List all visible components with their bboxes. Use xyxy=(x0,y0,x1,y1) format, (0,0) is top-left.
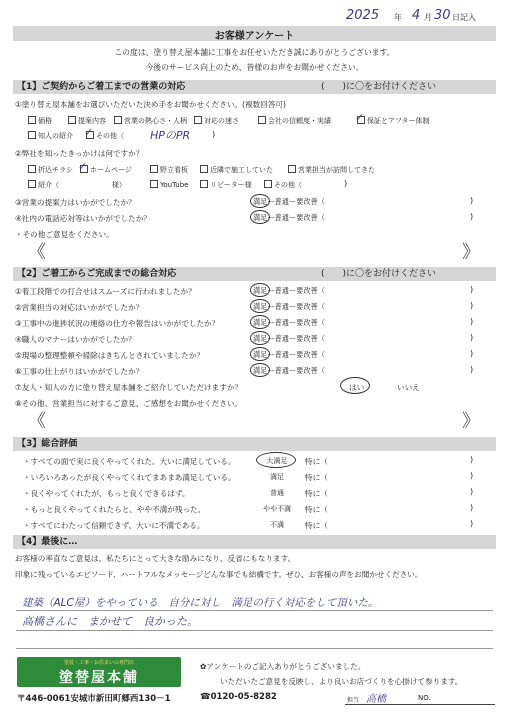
s2-q5-circle xyxy=(250,347,270,361)
s2-q5-rating[interactable]: 満足ー普通ー要改善（ xyxy=(253,350,325,359)
s2-q7: ⑦友人・知人の方に塗り替え屋本舗をご紹介していただけますか？ xyxy=(15,383,243,392)
s3-row-1-label[interactable]: 大満足 xyxy=(266,457,288,465)
s4-answer-line-2[interactable]: 高橋さんに まかせて 良かった。 xyxy=(22,615,198,628)
s2-q6: ⑥工事の仕上がりはいかがでしたか？ xyxy=(15,367,144,376)
s3-row-1-close: ) xyxy=(470,455,474,464)
s3-row-4-close: ) xyxy=(470,503,474,512)
s1-opinion: ・その他ご意見をください。 xyxy=(15,230,114,239)
s3-row-5-close: ) xyxy=(470,519,474,528)
s2-q7-no[interactable]: いいえ xyxy=(397,383,420,392)
s2-opinion-close: 》 xyxy=(462,411,480,432)
s1-q1-other-answer: HPのPR xyxy=(150,129,191,142)
section3-title: 【3】総合評価 xyxy=(17,439,78,449)
s3-row-1-circle xyxy=(256,452,296,468)
answer-line-2 xyxy=(16,630,493,631)
s2-opinion-open: 《 xyxy=(28,411,46,432)
s3-row-3-text: ・良くやってくれたが、もっと良くできるはず。 xyxy=(23,489,190,498)
s1-q2-opt-website[interactable]: ホームページ xyxy=(80,165,132,175)
s3-row-2-close: ) xyxy=(470,471,474,480)
s1-q3: ③営業の提案力はいかがでしたか？ xyxy=(15,198,136,207)
s2-q3-rating[interactable]: 満足ー普通ー要改善（ xyxy=(253,318,325,327)
s1-q3-circle xyxy=(250,194,270,208)
logo-tagline: 塗装・工事・お住まいの専門店 xyxy=(63,660,134,666)
s1-q3-close: ) xyxy=(470,196,474,205)
s2-q2-rating[interactable]: 満足ー普通ー要改善（ xyxy=(253,302,325,311)
s1-q1-other-close: ) xyxy=(212,130,216,139)
date-month: 4 xyxy=(412,8,421,23)
section2-title: 【2】ご着工からご完成までの総合対応 xyxy=(17,269,177,279)
s3-row-2-text: ・いろいろあったが良くやってくれてまあまあ満足している。 xyxy=(23,473,236,482)
s1-q2-opt-intro[interactable]: 紹介（ xyxy=(28,180,59,190)
s3-row-2-label[interactable]: 満足 xyxy=(270,473,284,481)
s1-opinion-close: 》 xyxy=(462,242,480,263)
section4-header xyxy=(13,535,496,549)
s1-q3-rating[interactable]: 満足ー普通ー要改善（ xyxy=(253,197,325,206)
section1-header xyxy=(13,80,496,94)
survey-title: お客様アンケート xyxy=(214,31,295,42)
s1-q2-opt-nearby[interactable]: 近隣で施工していた xyxy=(200,165,273,175)
s1-q1-opt-price[interactable]: 価格 xyxy=(28,116,52,126)
s2-q6-close: ) xyxy=(470,365,474,374)
check-mark-other: ✓ xyxy=(84,126,94,139)
intro-line-2: 今後のサービス向上のため、皆様のお声をお聞かせください。 xyxy=(145,63,364,72)
s2-q2-close: ) xyxy=(470,301,474,310)
s1-q1-opt-trust[interactable]: 会社の信頼度・実績 xyxy=(258,116,331,126)
staff-underline xyxy=(345,704,495,705)
check-mark-warranty: ✓ xyxy=(355,111,365,124)
s2-q1-rating[interactable]: 満足ー普通ー要改善（ xyxy=(253,286,325,295)
s1-q1-opt-warranty[interactable]: 保証とアフター体制 xyxy=(357,116,430,126)
s2-q1: ①着工段階での打合せはスムーズに行われましたか？ xyxy=(15,287,196,296)
s2-q1-circle xyxy=(250,283,270,297)
s1-q1-opt-speed[interactable]: 対応の速さ xyxy=(194,116,239,126)
section1-title: 【1】ご契約からご着工までの営業の対応 xyxy=(17,82,186,92)
s4-line-1: お客様の率直なご意見は、私たちにとって大きな励みになり、反省にもなります。 xyxy=(15,554,296,563)
logo-name: 塗替屋本舗 xyxy=(59,670,139,686)
staff-label: 担当 xyxy=(347,697,360,704)
s2-q3-circle xyxy=(250,315,270,329)
s1-q2-opt-repeat[interactable]: リピーター様 xyxy=(200,180,252,190)
s1-q2-other-close: ) xyxy=(344,179,348,188)
s1-q4-rating[interactable]: 満足ー普通ー要改善（ xyxy=(253,213,325,222)
s2-q4-rating[interactable]: 満足ー普通ー要改善（ xyxy=(253,334,325,343)
s1-q4-circle xyxy=(250,210,270,224)
thanks-line-1: ✿アンケートのご記入ありがとうございました。 xyxy=(200,662,366,671)
date-year-label: 年 xyxy=(394,13,402,22)
answer-line-1 xyxy=(16,610,493,611)
s1-q2-opt-youtube[interactable]: YouTube xyxy=(150,180,188,189)
s1-q4-close: ) xyxy=(470,212,474,221)
s2-q5-close: ) xyxy=(470,349,474,358)
s2-q3: ③工事中の進捗状況の連絡の仕方や報告はいかがでしたか？ xyxy=(15,319,220,328)
s3-row-3-close: ) xyxy=(470,487,474,496)
section2-instruction: ( )に〇をお付けください xyxy=(320,269,436,279)
s3-row-4-label[interactable]: やや不満 xyxy=(263,505,291,513)
s3-row-4-toku: 特に（ xyxy=(305,505,328,514)
s3-row-4-text: ・もっと良くやってくれたらと、やや不満が残った。 xyxy=(23,505,206,514)
s1-q1-opt-other[interactable]: その他（ xyxy=(86,131,124,141)
section4-title: 【4】最後に… xyxy=(17,537,78,547)
company-phone[interactable]: ☎0120-05-8282 xyxy=(200,692,277,702)
s2-q1-close: ) xyxy=(470,285,474,294)
s2-q3-close: ) xyxy=(470,317,474,326)
s3-row-5-text: ・すべてにわたって信頼できず、大いに不満である。 xyxy=(23,521,205,530)
s2-q8: ⑧その他、営業担当に対するご意見、ご感想をお聞かせください。 xyxy=(15,399,243,408)
s3-row-5-label[interactable]: 不満 xyxy=(270,521,284,529)
s3-row-1-text: ・すべての面で実に良くやってくれた。大いに満足している。 xyxy=(23,457,236,466)
section3-header xyxy=(13,437,496,451)
s3-row-1-toku: 特に（ xyxy=(305,457,328,466)
s2-q4: ④職人のマナーはいかがでしたか？ xyxy=(15,335,136,344)
company-address: 〒446-0061安城市新田町郷西130－1 xyxy=(17,694,171,704)
s2-q7-yes-circle xyxy=(340,377,370,394)
s1-q2-opt-flyer[interactable]: 折込チラシ xyxy=(28,165,73,175)
date-month-label: 月 xyxy=(424,13,432,22)
s1-q2-intro-close: 様） xyxy=(112,181,126,189)
s1-q1-opt-referral[interactable]: 知人の紹介 xyxy=(28,131,73,141)
s2-q4-close: ) xyxy=(470,333,474,342)
date-year: 2025 xyxy=(346,8,380,23)
s2-q2-circle xyxy=(250,299,270,313)
date-day-label: 日記入 xyxy=(452,13,476,22)
s4-line-2: 印象に残っているエピソード、ハートフルなメッセージどんな事でも結構です。ぜひ、お客様の声をお聞かせください。 xyxy=(15,570,423,579)
s1-q4: ④社内の電話応対等はいかがでしたか？ xyxy=(15,214,151,223)
s3-row-5-toku: 特に（ xyxy=(305,521,328,530)
s3-row-2-toku: 特に（ xyxy=(305,473,328,482)
s2-q6-circle xyxy=(250,363,270,377)
s1-opinion-open: 《 xyxy=(28,242,46,263)
s2-q5: ⑤現場の整理整頓や掃除はきちんとされていましたか？ xyxy=(15,351,205,360)
answer-line-3 xyxy=(16,648,493,649)
staff-name: 高橋 xyxy=(366,694,386,705)
s2-q4-circle xyxy=(250,331,270,345)
s2-q2: ②営業担当の対応はいかがでしたか？ xyxy=(15,303,144,312)
s1-q1: ①塗り替え屋本舗をお選びいただいた決め手をお聞かせください。(複数回答可) xyxy=(15,100,286,109)
section1-instruction: ( )に〇をお付けください xyxy=(320,82,436,92)
check-mark-website: ✓ xyxy=(78,160,88,173)
s1-q2-opt-other[interactable]: その他（ xyxy=(264,180,302,190)
s2-q7-yes[interactable]: はい xyxy=(349,383,365,392)
s1-q1-opt-sales[interactable]: 営業の熱心さ・人柄 xyxy=(114,116,187,126)
intro-line-1: この度は、塗り替え屋本舗に工事をお任せいただき誠にありがとうございます。 xyxy=(114,48,395,57)
company-logo xyxy=(17,657,181,687)
s1-q2-opt-signboard[interactable]: 野立看板 xyxy=(150,165,188,175)
s3-row-3-label[interactable]: 普通 xyxy=(270,489,284,497)
s3-row-3-toku: 特に（ xyxy=(305,489,328,498)
no-label: NO. xyxy=(418,694,431,702)
section2-header xyxy=(13,267,496,281)
s1-q2-opt-visit[interactable]: 営業担当が訪問してきた xyxy=(288,165,375,175)
thanks-line-2: いただいたご意見を反映し、より良いお店づくりを心掛けて参ります。 xyxy=(220,677,463,686)
s1-q1-opt-proposal[interactable]: 提案内容 xyxy=(68,116,106,126)
date-day: 30 xyxy=(434,8,451,23)
s4-answer-line-1[interactable]: 建築（ALC屋）をやっている 自分に対し 満足の行く対応をして頂いた。 xyxy=(22,597,379,609)
s1-q2: ②弊社を知ったきっかけは何ですか？ xyxy=(15,149,144,158)
s2-q6-rating[interactable]: 満足ー普通ー要改善（ xyxy=(253,366,325,375)
